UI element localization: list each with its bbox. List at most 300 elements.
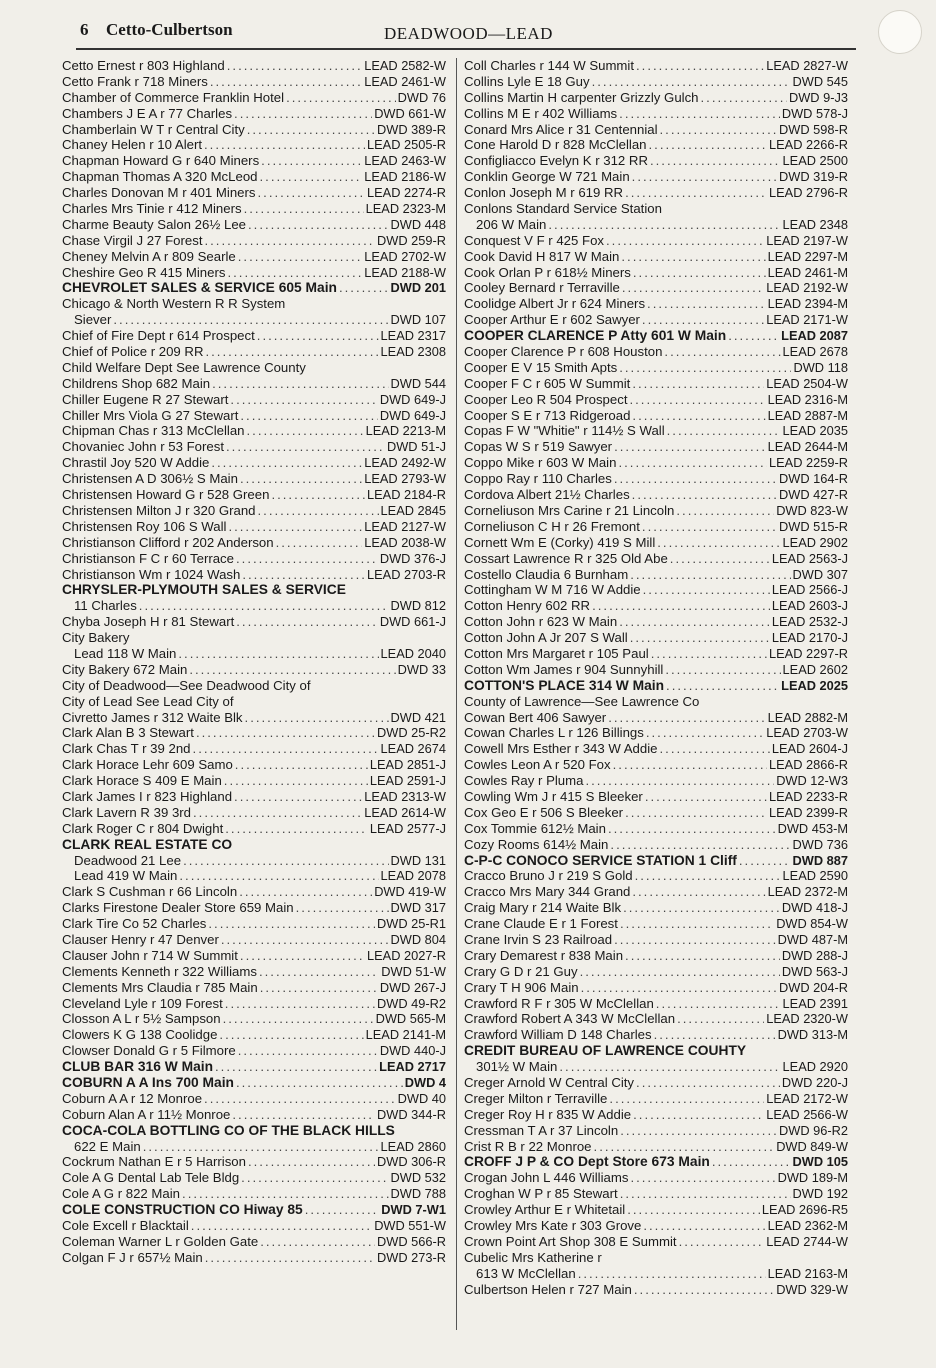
directory-entry	[464, 280, 848, 296]
entry-phone: DWD 107	[390, 312, 446, 328]
entry-phone: DWD 419-W	[374, 884, 446, 900]
dot-leader	[258, 503, 379, 519]
directory-entry	[62, 376, 446, 392]
entry-name: COLE CONSTRUCTION CO Hiway 85	[62, 1202, 303, 1218]
directory-entry	[464, 980, 848, 996]
entry-name: Cooper S E r 713 Ridgeroad	[464, 407, 631, 423]
entry-name: Coolidge Albert Jr r 624 Miners	[464, 296, 646, 312]
entry-phone: LEAD 2920	[782, 1059, 848, 1075]
entry-name: City Bakery 672 Main	[62, 661, 188, 677]
entry-name: Siever	[74, 312, 112, 328]
entry-name: Cowles Leon A r 520 Fox	[464, 757, 611, 773]
entry-name: Cooley Bernard r Terraville	[464, 280, 620, 296]
entry-phone: DWD 319-R	[779, 169, 848, 185]
directory-entry	[62, 805, 446, 821]
dot-leader	[712, 1154, 791, 1170]
directory-entry	[62, 916, 446, 932]
dot-leader	[660, 741, 770, 757]
entry-name: Chiller Mrs Viola G 27 Stewart	[62, 407, 239, 423]
entry-name: Cheney Melvin A r 809 Searle	[62, 248, 236, 264]
entry-name: Closson A L r 5½ Sampson	[62, 1011, 221, 1027]
entry-name: Cotton Henry 602 RR	[464, 598, 591, 614]
entry-name: Crane Claude E r 1 Forest	[464, 916, 618, 932]
directory-entry	[464, 249, 848, 265]
directory-entry	[62, 217, 446, 233]
dot-leader	[260, 1234, 375, 1250]
entry-phone: LEAD 2793-W	[364, 471, 446, 487]
directory-entry	[62, 551, 446, 567]
entry-name: Cooper E V 15 Smith Apts	[464, 359, 618, 375]
directory-entry	[62, 694, 446, 710]
entry-phone: DWD 273-R	[377, 1249, 446, 1265]
entry-phone: DWD 565-M	[375, 1011, 446, 1027]
entry-name: COTTON'S PLACE 314 W Main	[464, 677, 665, 693]
name-range: Cetto-Culbertson	[106, 20, 233, 39]
directory-entry	[62, 837, 446, 853]
dot-leader	[261, 153, 362, 169]
directory-entry	[62, 90, 446, 106]
dot-leader	[241, 1170, 388, 1186]
directory-entry	[464, 837, 848, 853]
entry-phone: LEAD 2313-W	[364, 788, 446, 804]
entry-name: Lead 419 W Main	[74, 868, 178, 884]
entry-name: Clark Alan B 3 Stewart	[62, 725, 194, 741]
directory-entry	[464, 392, 848, 408]
dot-leader	[189, 662, 395, 678]
entry-phone: DWD 204-R	[779, 979, 848, 995]
dot-leader	[212, 376, 388, 392]
page-number: 6	[80, 20, 89, 39]
entry-name: Clauser John r 714 W Summit	[62, 947, 238, 963]
directory-entry	[62, 662, 446, 678]
entry-name: Cotton John A Jr 207 S Wall	[464, 630, 628, 646]
entry-phone: LEAD 2678	[782, 344, 848, 360]
directory-entry	[62, 948, 446, 964]
entry-phone: LEAD 2860	[380, 1138, 446, 1154]
directory-entry	[464, 1139, 848, 1155]
entry-name: C-P-C CONOCO SERVICE STATION 1 Cliff	[464, 852, 737, 868]
directory-entry	[62, 1075, 446, 1091]
entry-name: City Bakery	[62, 630, 130, 646]
dot-leader	[139, 598, 389, 614]
dot-leader	[585, 773, 774, 789]
entry-phone: LEAD 2500	[782, 153, 848, 169]
entry-name: Coll Charles r 144 W Summit	[464, 58, 635, 73]
directory-entry	[464, 137, 848, 153]
directory-entry	[62, 201, 446, 217]
entry-name: Conlon Joseph M r 619 RR	[464, 185, 624, 201]
entry-phone: LEAD 2087	[781, 328, 848, 344]
directory-entry	[464, 233, 848, 249]
entry-phone: DWD 118	[793, 359, 848, 375]
entry-name: Cubelic Mrs Katherine r	[464, 1249, 602, 1265]
directory-entry	[62, 646, 446, 662]
directory-entry	[464, 868, 848, 884]
dot-leader	[620, 916, 774, 932]
entry-name: Cracco Mrs Mary 344 Grand	[464, 884, 631, 900]
entry-name: Christianson Clifford r 202 Anderson	[62, 534, 274, 550]
dot-leader	[618, 455, 767, 471]
directory-entry	[464, 805, 848, 821]
entry-phone: LEAD 2702-W	[364, 248, 446, 264]
dot-leader	[642, 312, 764, 328]
entry-name: CLARK REAL ESTATE CO	[62, 836, 233, 852]
punch-hole	[878, 10, 922, 54]
entry-name: Christensen Milton J r 320 Grand	[62, 502, 256, 518]
dot-leader	[276, 535, 363, 551]
dot-leader	[236, 551, 378, 567]
entry-name: COBURN A A Ins 700 Main	[62, 1075, 234, 1090]
directory-entry	[464, 821, 848, 837]
directory-entry	[62, 185, 446, 201]
directory-entry	[62, 900, 446, 916]
entry-name: Child Welfare Dept See Lawrence County	[62, 359, 306, 375]
dot-leader	[244, 201, 364, 217]
entry-phone: DWD 389-R	[377, 121, 446, 137]
dot-leader	[623, 900, 780, 916]
entry-name: Corneliuson C H r 26 Fremont	[464, 518, 640, 534]
page-header	[78, 20, 878, 46]
entry-phone: DWD 649-J	[379, 407, 446, 423]
entry-phone: LEAD 2399-R	[769, 804, 848, 820]
directory-entry	[464, 1250, 848, 1266]
directory-entry	[464, 185, 848, 201]
dot-leader	[225, 821, 368, 837]
directory-entry	[62, 344, 446, 360]
dot-leader	[205, 344, 378, 360]
directory-entry	[464, 519, 848, 535]
entry-phone: LEAD 2323-M	[365, 201, 446, 217]
entry-phone: LEAD 2463-W	[364, 153, 446, 169]
directory-entry	[62, 630, 446, 646]
entry-phone: LEAD 2744-W	[766, 1233, 848, 1249]
directory-entry	[464, 1234, 848, 1250]
dot-leader	[178, 646, 378, 662]
directory-entry	[62, 1123, 446, 1139]
dot-leader	[236, 614, 378, 630]
entry-name: Christianson F C r 60 Terrace	[62, 550, 234, 566]
entry-phone: LEAD 2127-W	[364, 518, 446, 534]
entry-name: Cetto Ernest r 803 Highland	[62, 58, 225, 73]
directory-entry	[464, 1107, 848, 1123]
entry-name: Cooper Leo R 504 Prospect	[464, 391, 628, 407]
entry-phone: LEAD 2141-M	[365, 1027, 446, 1043]
dot-leader	[548, 217, 780, 233]
entry-phone: LEAD 2902	[782, 534, 848, 550]
dot-leader	[670, 551, 770, 567]
dot-leader	[183, 853, 388, 869]
entry-name: Cone Harold D r 828 McClellan	[464, 137, 647, 153]
entry-phone: LEAD 2577-J	[369, 820, 446, 836]
dot-leader	[647, 296, 766, 312]
entry-phone: DWD 189-M	[777, 1170, 848, 1186]
entry-phone: DWD 544	[390, 375, 446, 391]
entry-phone: DWD 313-M	[777, 1027, 848, 1043]
entry-name: Configliacco Evelyn K r 312 RR	[464, 153, 648, 169]
entry-name: Conklin George W 721 Main	[464, 169, 630, 185]
directory-entry	[62, 487, 446, 503]
directory-entry	[464, 169, 848, 185]
dot-leader	[204, 137, 365, 153]
entry-name: 206 W Main	[476, 216, 547, 232]
entry-phone: DWD 566-R	[377, 1233, 446, 1249]
directory-entry	[464, 90, 848, 106]
dot-leader	[630, 1170, 775, 1186]
entry-name: Conlons Standard Service Station	[464, 201, 662, 217]
entry-phone: DWD 515-R	[779, 518, 848, 534]
entry-phone: LEAD 2851-J	[369, 757, 446, 773]
entry-phone: DWD 418-J	[781, 900, 848, 916]
dot-leader	[247, 423, 364, 439]
entry-name: Cottingham W M 716 W Addie	[464, 582, 641, 598]
directory-entry	[464, 662, 848, 678]
dot-leader	[245, 710, 389, 726]
entry-name: Clark Roger C r 804 Dwight	[62, 820, 224, 836]
directory-entry	[62, 789, 446, 805]
entry-name: Charles Mrs Tinie r 412 Miners	[62, 201, 242, 217]
directory-entry	[62, 1059, 446, 1075]
directory-entry	[464, 678, 848, 694]
entry-phone: DWD 849-W	[776, 1138, 848, 1154]
dot-leader	[271, 487, 365, 503]
entry-name: CLUB BAR 316 W Main	[62, 1059, 214, 1075]
dot-leader	[701, 90, 787, 106]
entry-phone: DWD 487-M	[777, 931, 848, 947]
dot-leader	[113, 312, 388, 328]
directory-entry	[464, 853, 848, 869]
entry-phone: DWD 25-R2	[377, 725, 446, 741]
directory-entry	[464, 58, 848, 74]
dot-leader	[666, 678, 779, 694]
entry-name: Creger Milton r Terraville	[464, 1090, 608, 1106]
entry-name: Lead 118 W Main	[74, 645, 177, 661]
entry-phone: DWD 40	[397, 1090, 446, 1106]
entry-name: 11 Charles	[74, 598, 137, 614]
directory-entry	[62, 423, 446, 439]
entry-name: Clark Lavern R 39 3rd	[62, 804, 192, 820]
entry-phone: LEAD 2703-R	[367, 566, 446, 582]
entry-phone: DWD 131	[390, 852, 446, 868]
entry-phone: LEAD 2317	[380, 328, 446, 344]
entry-name: Clark Horace S 409 E Main	[62, 773, 222, 789]
dot-leader	[632, 487, 777, 503]
entry-phone: DWD 51-W	[381, 963, 446, 979]
directory-entry	[62, 58, 446, 74]
entry-name: Crist R B r 22 Monroe	[464, 1138, 592, 1154]
entry-phone: DWD 25-R1	[377, 916, 446, 932]
directory-entry	[62, 1154, 446, 1170]
entry-name: Coleman Warner L r Golden Gate	[62, 1233, 259, 1249]
entry-phone: LEAD 2717	[379, 1059, 446, 1075]
dot-leader	[258, 185, 366, 201]
dot-leader	[632, 884, 765, 900]
entry-phone: DWD 598-R	[779, 121, 848, 137]
entry-name: Crowley Mrs Kate r 303 Grove	[464, 1218, 642, 1234]
directory-entry	[62, 980, 446, 996]
entry-name: Creger Roy H r 835 W Addie	[464, 1106, 632, 1122]
dot-leader	[629, 392, 765, 408]
directory-entry	[464, 964, 848, 980]
directory-entry	[464, 503, 848, 519]
entry-phone: LEAD 2035	[782, 423, 848, 439]
entry-name: Chrastil Joy 520 W Addie	[62, 455, 210, 471]
entry-name: Chapman Howard G r 640 Miners	[62, 153, 260, 169]
dot-leader	[210, 74, 362, 90]
directory-entry	[62, 932, 446, 948]
entry-name: Cheshire Geo R 415 Miners	[62, 264, 226, 280]
entry-phone: DWD 532	[390, 1170, 446, 1186]
directory-entry	[464, 376, 848, 392]
directory-entry	[464, 694, 848, 710]
entry-name: Clowers K G 138 Coolidge	[62, 1027, 218, 1043]
dot-leader	[620, 1186, 791, 1202]
entry-name: Christensen Howard G r 528 Green	[62, 487, 270, 503]
entry-name: COOPER CLARENCE P Atty 601 W Main	[464, 328, 727, 344]
entry-phone: LEAD 2461-W	[364, 73, 446, 89]
entry-name: Coppo Ray r 110 Charles	[464, 471, 612, 487]
dot-leader	[677, 1011, 764, 1027]
dot-leader	[592, 74, 791, 90]
entry-phone: DWD 804	[390, 931, 446, 947]
entry-name: Chase Virgil J 27 Forest	[62, 232, 203, 248]
dot-leader	[238, 249, 362, 265]
right-column	[464, 58, 848, 1297]
entry-name: Cordova Albert 21½ Charles	[464, 487, 630, 503]
entry-name: Coppo Mike r 603 W Main	[464, 455, 617, 471]
dot-leader	[608, 821, 776, 837]
dot-leader	[578, 1266, 766, 1282]
entry-name: Cracco Bruno J r 219 S Gold	[464, 868, 633, 884]
entry-phone: DWD 105	[792, 1154, 848, 1170]
dot-leader	[240, 471, 362, 487]
entry-phone: DWD 854-W	[776, 916, 848, 932]
entry-phone: LEAD 2171-W	[766, 312, 848, 328]
directory-entry	[62, 265, 446, 281]
dot-leader	[221, 932, 389, 948]
entry-name: Crary Demarest r 838 Main	[464, 947, 624, 963]
entry-phone: LEAD 2040	[380, 645, 446, 661]
directory-entry	[464, 1091, 848, 1107]
dot-leader	[622, 280, 764, 296]
entry-name: Childrens Shop 682 Main	[62, 375, 211, 391]
directory-entry	[464, 344, 848, 360]
directory-entry	[464, 900, 848, 916]
dot-leader	[193, 805, 362, 821]
entry-name: CHEVROLET SALES & SERVICE 605 Main	[62, 280, 337, 296]
entry-phone: DWD 448	[390, 216, 446, 232]
directory-entry	[464, 217, 848, 233]
dot-leader	[228, 519, 362, 535]
directory-entry	[464, 757, 848, 773]
dot-leader	[633, 265, 766, 281]
dot-leader	[614, 932, 776, 948]
entry-phone: DWD 201	[390, 280, 446, 296]
entry-name: Cowles Ray r Pluma	[464, 773, 584, 789]
dot-leader	[247, 122, 375, 138]
dot-leader	[679, 1234, 765, 1250]
entry-phone: DWD 578-J	[781, 105, 848, 121]
dot-leader	[614, 439, 766, 455]
entry-phone: DWD 12-W3	[776, 773, 848, 789]
dot-leader	[224, 773, 368, 789]
entry-phone: LEAD 2591-J	[369, 773, 446, 789]
entry-phone: LEAD 2566-J	[771, 582, 848, 598]
entry-phone: DWD 307	[792, 566, 848, 582]
dot-leader	[728, 328, 779, 344]
dot-leader	[650, 153, 781, 169]
entry-name: Chamberlain W T r Central City	[62, 121, 245, 137]
dot-leader	[215, 1059, 377, 1075]
entry-phone: LEAD 2566-W	[766, 1106, 848, 1122]
entry-phone: DWD 7-W1	[381, 1202, 446, 1218]
directory-entry	[464, 312, 848, 328]
dot-leader	[621, 249, 765, 265]
entry-phone: DWD 788	[390, 1186, 446, 1202]
directory-entry	[464, 948, 848, 964]
entry-name: Cotton Mrs Margaret r 105 Paul	[464, 645, 649, 661]
dot-leader	[592, 598, 770, 614]
directory-entry	[464, 1266, 848, 1282]
dot-leader	[667, 423, 781, 439]
directory-entry	[464, 567, 848, 583]
entry-name: Chiller Eugene R 27 Stewart	[62, 391, 229, 407]
directory-entry	[464, 996, 848, 1012]
entry-phone: LEAD 2827-W	[766, 58, 848, 73]
directory-entry	[464, 1154, 848, 1170]
entry-phone: DWD 551-W	[374, 1218, 446, 1234]
dot-leader	[204, 1091, 396, 1107]
entry-name: Clarks Firestone Dealer Store 659 Main	[62, 900, 294, 916]
directory-entry	[464, 535, 848, 551]
entry-name: Cook David H 817 W Main	[464, 248, 620, 264]
dot-leader	[654, 1027, 776, 1043]
directory-entry	[62, 503, 446, 519]
dot-leader	[234, 106, 372, 122]
directory-entry	[62, 853, 446, 869]
entry-name: Cleveland Lyle r 109 Forest	[62, 995, 223, 1011]
entry-name: 622 E Main	[74, 1138, 141, 1154]
entry-name: Collins Martin H carpenter Grizzly Gulch	[464, 89, 699, 105]
directory-entry	[464, 1027, 848, 1043]
entry-name: Crawford William D 148 Charles	[464, 1027, 652, 1043]
directory-entry	[62, 296, 446, 312]
directory-entry	[62, 1107, 446, 1123]
entry-phone: LEAD 2394-M	[767, 296, 848, 312]
entry-name: Crowley Arthur E r Whitetail	[464, 1202, 626, 1218]
directory-entry	[62, 535, 446, 551]
directory-entry	[62, 122, 446, 138]
entry-phone: LEAD 2602	[782, 661, 848, 677]
directory-entry	[62, 74, 446, 90]
entry-name: Conquest V F r 425 Fox	[464, 232, 605, 248]
dot-leader	[646, 725, 764, 741]
entry-phone: LEAD 2274-R	[367, 185, 446, 201]
header-rule	[76, 48, 856, 50]
directory-entry	[62, 964, 446, 980]
entry-phone: LEAD 2320-W	[766, 1011, 848, 1027]
directory-entry	[464, 153, 848, 169]
entry-phone: DWD 545	[792, 73, 848, 89]
entry-phone: LEAD 2197-W	[766, 232, 848, 248]
dot-leader	[649, 137, 768, 153]
entry-name: County of Lawrence—See Lawrence Co	[464, 693, 700, 709]
directory-entry	[464, 646, 848, 662]
dot-leader	[143, 1139, 379, 1155]
entry-phone: DWD 306-R	[377, 1154, 446, 1170]
dot-leader	[259, 964, 379, 980]
directory-entry	[62, 1250, 446, 1266]
entry-name: City of Lead See Lead City of	[62, 693, 234, 709]
